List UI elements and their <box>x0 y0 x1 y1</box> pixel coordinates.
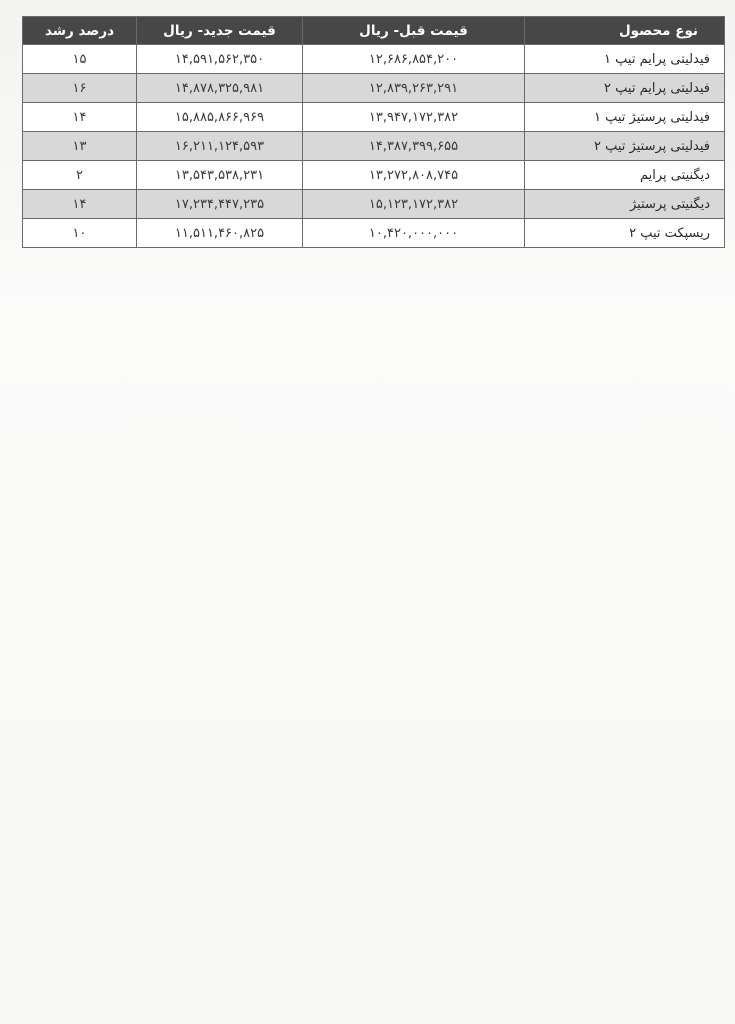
table-row <box>23 45 725 74</box>
cell-product: ریسپکت تیپ ۲ <box>525 219 725 248</box>
cell-growth: ۲ <box>23 161 137 190</box>
table-row <box>23 132 725 161</box>
cell-growth: ۱۶ <box>23 74 137 103</box>
table-row <box>23 103 725 132</box>
header-old-price: قیمت قبل- ریال <box>303 17 525 45</box>
cell-product: فیدلیتی پرایم تیپ ۲ <box>525 74 725 103</box>
cell-growth: ۱۰ <box>23 219 137 248</box>
cell-old-price: ۱۲,۸۳۹,۲۶۳,۲۹۱ <box>303 74 525 103</box>
header-growth-percent: درصد رشد <box>23 17 137 45</box>
table-header-row <box>23 17 725 45</box>
cell-old-price: ۱۳,۲۷۲,۸۰۸,۷۴۵ <box>303 161 525 190</box>
header-new-price: قیمت جدید- ریال <box>137 17 303 45</box>
cell-growth: ۱۴ <box>23 103 137 132</box>
cell-new-price: ۱۴,۵۹۱,۵۶۲,۳۵۰ <box>137 45 303 74</box>
cell-growth: ۱۵ <box>23 45 137 74</box>
cell-old-price: ۱۳,۹۴۷,۱۷۲,۳۸۲ <box>303 103 525 132</box>
cell-old-price: ۱۴,۳۸۷,۳۹۹,۶۵۵ <box>303 132 525 161</box>
table-row <box>23 190 725 219</box>
cell-new-price: ۱۷,۲۳۴,۴۴۷,۲۳۵ <box>137 190 303 219</box>
cell-new-price: ۱۳,۵۴۳,۵۳۸,۲۳۱ <box>137 161 303 190</box>
price-table-container <box>22 16 724 248</box>
table-row <box>23 74 725 103</box>
cell-product: فیدلیتی پرستیژ تیپ ۱ <box>525 103 725 132</box>
cell-product: دیگنیتی پرایم <box>525 161 725 190</box>
cell-product: فیدلیتی پرایم تیپ ۱ <box>525 45 725 74</box>
cell-new-price: ۱۴,۸۷۸,۳۲۵,۹۸۱ <box>137 74 303 103</box>
table-row <box>23 219 725 248</box>
cell-product: فیدلیتی پرستیژ تیپ ۲ <box>525 132 725 161</box>
cell-product: دیگنیتی پرستیژ <box>525 190 725 219</box>
header-product-type: نوع محصول <box>525 17 725 45</box>
cell-new-price: ۱۱,۵۱۱,۴۶۰,۸۲۵ <box>137 219 303 248</box>
cell-new-price: ۱۵,۸۸۵,۸۶۶,۹۶۹ <box>137 103 303 132</box>
cell-old-price: ۱۲,۶۸۶,۸۵۴,۲۰۰ <box>303 45 525 74</box>
cell-old-price: ۱۰,۴۲۰,۰۰۰,۰۰۰ <box>303 219 525 248</box>
table-row <box>23 161 725 190</box>
cell-growth: ۱۳ <box>23 132 137 161</box>
cell-new-price: ۱۶,۲۱۱,۱۲۴,۵۹۳ <box>137 132 303 161</box>
cell-growth: ۱۴ <box>23 190 137 219</box>
price-table <box>22 16 725 248</box>
cell-old-price: ۱۵,۱۲۳,۱۷۲,۳۸۲ <box>303 190 525 219</box>
